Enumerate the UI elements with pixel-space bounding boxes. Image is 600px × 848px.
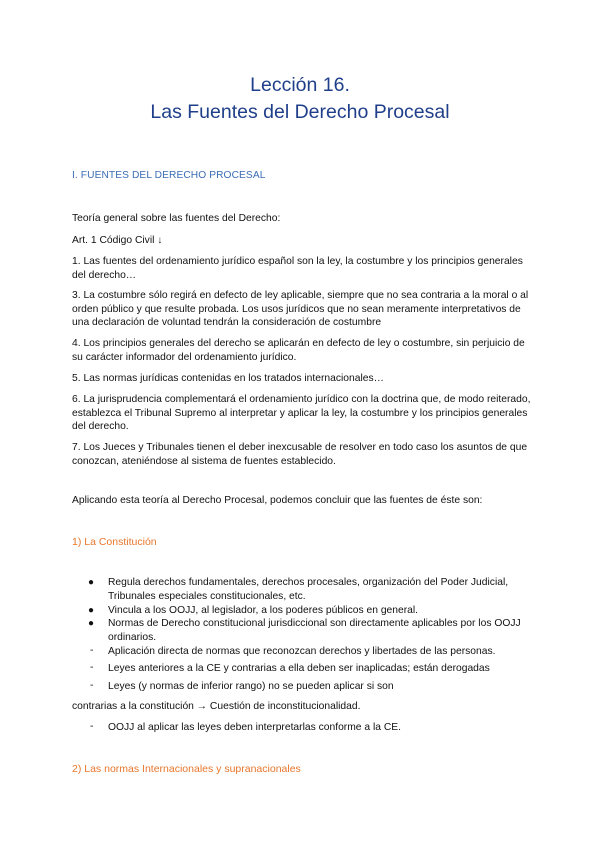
bullet-icon: ●: [88, 618, 95, 629]
article-reference: Art. 1 Código Civil ↓: [72, 235, 163, 246]
list-item: Regula derechos fundamentales, derechos procesales, organización del Poder Judicial, Tribunales especiales constitucionales, etc.: [108, 577, 509, 602]
dash-icon: -: [90, 721, 94, 732]
section-heading: I. FUENTES DEL DERECHO PROCESAL: [72, 170, 266, 181]
subheading-constitucion: 1) La Constitución: [72, 536, 157, 548]
list-item: Leyes anteriores a la CE y contrarias a ella deben ser inaplicadas; están derogadas: [108, 663, 490, 674]
article-point: 4. Los principios generales del derecho se aplicarán en defecto de ley o costumbre, sin perjuicio de su carácter informador del ordenamiento jurídico.: [72, 338, 525, 363]
article-point: 5. Las normas jurídicas contenidas en los tratados internacionales…: [72, 373, 384, 384]
article-point: 6. La jurisprudencia complementará el ordenamiento jurídico con la doctrina que, de modo reiterado, establezca el Tribunal Supremo al interpretar y aplicar la ley, la costumbre y los principios generales del derecho.: [72, 394, 531, 432]
list-item: OOJJ al aplicar las leyes deben interpretarlas conforme a la CE.: [108, 722, 402, 733]
list-item: Vincula a los OOJJ, al legislador, a los poderes públicos en general.: [108, 605, 419, 616]
list-item: Normas de Derecho constitucional jurisdiccional son directamente aplicables por los OOJJ ordinarios.: [108, 618, 521, 643]
article-point: 7. Los Jueces y Tribunales tienen el deber inexcusable de resolver en todo caso los asuntos de que conozcan, ateniéndose al sistema de fuentes establecido.: [72, 442, 528, 467]
dash-icon: -: [90, 645, 94, 656]
continuation-text: contrarias a la constitución → Cuestión de inconstitucionalidad.: [72, 701, 361, 712]
subheading-internacionales: 2) Las normas Internacionales y supranacionales: [72, 763, 301, 775]
lesson-number: Lección 16.: [250, 74, 350, 96]
bullet-icon: ●: [88, 577, 95, 588]
article-point: 3. La costumbre sólo regirá en defecto de ley aplicable, siempre que no sea contraria a la moral o al orden público y que resulte probada. Los usos jurídicos que no sean meramente interpretativos de una declaración de voluntad tendrán la consideración de costumbre: [72, 290, 529, 328]
intro-text: Teoría general sobre las fuentes del Derecho:: [72, 213, 281, 224]
dash-icon: -: [90, 662, 94, 673]
dash-icon: -: [90, 680, 94, 691]
article-point: 1. Las fuentes del ordenamiento jurídico español son la ley, la costumbre y los principios generales del derecho…: [72, 256, 523, 281]
conclusion-text: Aplicando esta teoría al Derecho Procesal, podemos concluir que las fuentes de éste son:: [72, 495, 483, 506]
list-item: Aplicación directa de normas que reconozcan derechos y libertades de las personas.: [108, 646, 496, 657]
list-item: Leyes (y normas de inferior rango) no se pueden aplicar si son: [108, 681, 394, 692]
page-title: Las Fuentes del Derecho Procesal: [150, 101, 450, 123]
bullet-icon: ●: [88, 605, 95, 616]
